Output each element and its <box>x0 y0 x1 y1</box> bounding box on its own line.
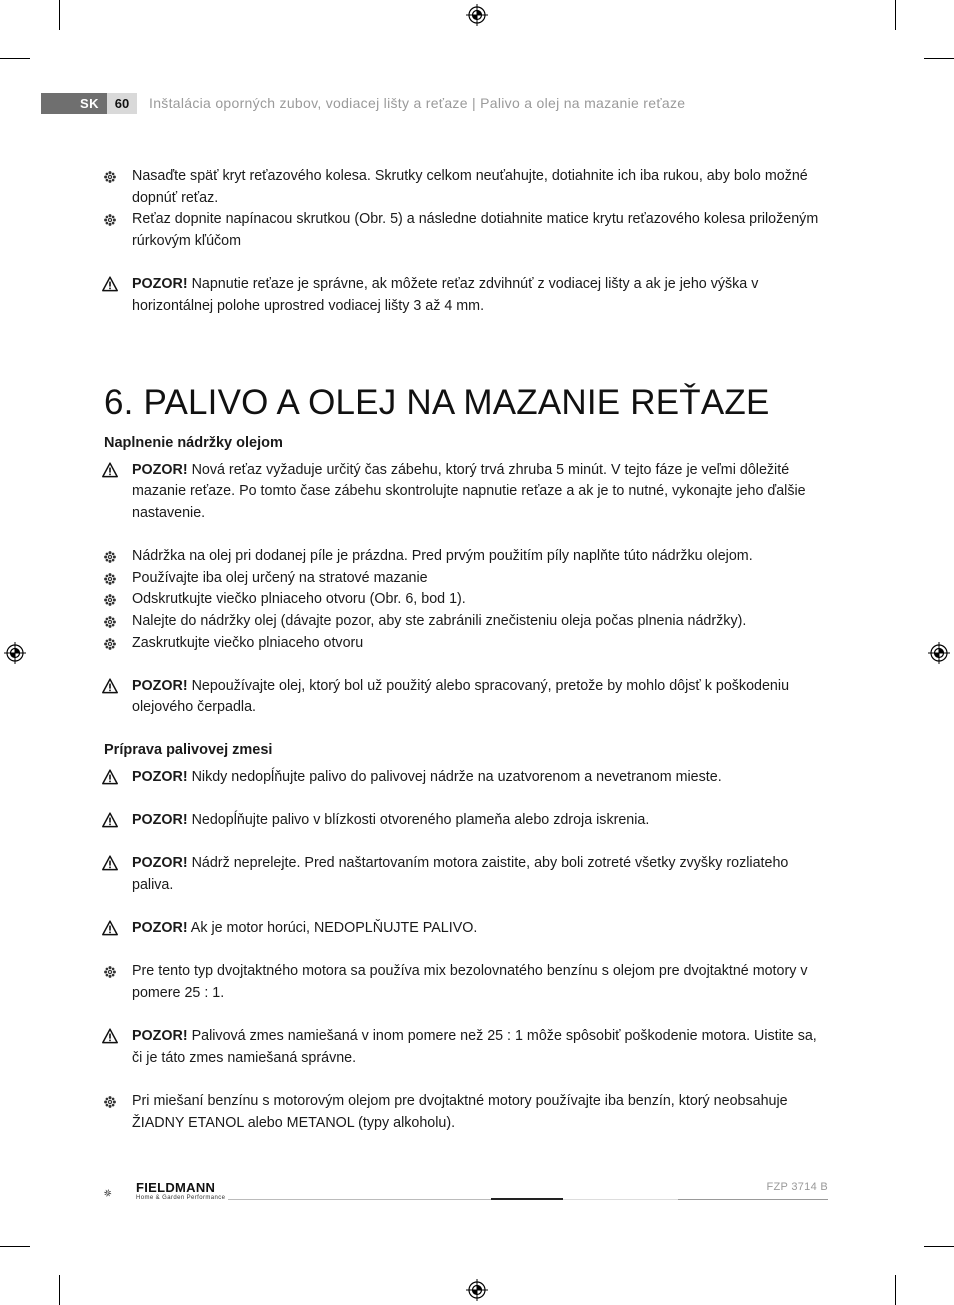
warning-label: POZOR! <box>132 461 188 478</box>
flower-bullet-icon <box>104 1096 116 1108</box>
list-item <box>104 1091 828 1134</box>
bullet-text: Pri miešaní benzínu s motorovým olejom pre dvojtaktné motory používajte iba benzín, ktorý neobsahuje ŽIADNY ETANOL alebo METANOL (typy alkoholu). <box>132 1092 788 1131</box>
flower-bullet-icon <box>104 214 116 226</box>
list-item <box>104 633 828 655</box>
warning-triangle-icon <box>102 812 118 828</box>
warning-label: POZOR! <box>132 677 188 694</box>
bullet-text: Nasaďte späť kryt reťazového kolesa. Skrutky celkom neuťahujte, dotiahnite ich iba rukou, aby bolo možné dopnúť reťaz. <box>132 168 808 206</box>
warning-note <box>104 274 828 317</box>
list-item <box>104 546 828 568</box>
header-title: Inštalácia oporných zubov, vodiacej lišty a reťaze | Palivo a olej na mazanie reťaze <box>149 95 686 111</box>
bullet-text: Nádržka na olej pri dodanej píle je prázdna. Pred prvým použitím píly naplňte túto nádržku olejom. <box>132 548 753 565</box>
warning-triangle-icon <box>102 769 118 785</box>
warning-label: POZOR! <box>132 1028 188 1045</box>
list-item <box>104 209 828 252</box>
flower-bullet-icon <box>104 616 116 628</box>
list-item <box>104 611 828 633</box>
warning-note <box>104 676 828 719</box>
fieldmann-fan-logo-icon <box>104 1177 136 1209</box>
bullet-text: Reťaz dopnite napínacou skrutkou (Obr. 5) a následne dotiahnite matice krytu reťazového kolesa priloženým rúrkovým kľúčom <box>132 211 819 249</box>
registration-mark-icon <box>466 1279 488 1301</box>
registration-mark-icon <box>928 642 950 664</box>
section-title: 6. PALIVO A OLEJ NA MAZANIE REŤAZE <box>104 383 770 423</box>
warning-label: POZOR! <box>132 769 188 786</box>
bullet-text: Pre tento typ dvojtaktného motora sa používa mix bezolovnatého benzínu s olejom pre dvojtaktné motory v pomere 25 : 1. <box>132 963 808 1001</box>
crop-mark <box>924 58 954 59</box>
crop-mark <box>0 1246 30 1247</box>
flower-bullet-icon <box>104 638 116 650</box>
bullet-text: Zaskrutkujte viečko plniaceho otvoru <box>132 634 364 651</box>
warning-label: POZOR! <box>132 920 188 937</box>
subheading: Príprava palivovej zmesi <box>104 742 273 759</box>
crop-mark <box>895 0 896 30</box>
warning-text: Nádrž neprelejte. Pred naštartovaním motora zaistite, aby boli zotreté všetky zvyšky rozliateho paliva. <box>132 855 789 894</box>
warning-note <box>104 1026 828 1069</box>
warning-text: Nová reťaz vyžaduje určitý čas zábehu, ktorý trvá zhruba 5 minút. V tejto fáze je veľmi dôležité mazanie reťaze. Po tomto čase zábehu skontrolujte napnutie reťaze a ak je to nutné, vykonajte jeho ďalšie nastavenie. <box>132 461 806 521</box>
bullet-text: Nalejte do nádržky olej (dávajte pozor, aby ste zabránili znečisteniu oleja počas plnenia nádržky). <box>132 612 747 629</box>
registration-mark-icon <box>4 642 26 664</box>
warning-note <box>104 810 828 832</box>
list-item <box>104 589 828 611</box>
bullet-text: Odskrutkujte viečko plniaceho otvoru (Obr. 6, bod 1). <box>132 591 466 608</box>
warning-triangle-icon <box>102 1028 118 1044</box>
warning-label: POZOR! <box>132 812 188 829</box>
crop-mark <box>895 1275 896 1305</box>
warning-text: Nepoužívajte olej, ktorý bol už použitý alebo spracovaný, pretože by mohlo dôjsť k poškodeniu olejového čerpadla. <box>132 677 790 716</box>
warning-note <box>104 460 828 525</box>
warning-text: Nedopĺňujte palivo v blízkosti otvoreného plameňa alebo zdroja iskrenia. <box>187 812 650 829</box>
warning-note <box>104 767 828 789</box>
registration-mark-icon <box>466 4 488 26</box>
footer-divider-accent <box>491 1198 563 1200</box>
warning-text: Palivová zmes namiešaná v inom pomere než 25 : 1 môže spôsobiť poškodenie motora. Uistite sa, či je táto zmes namiešaná správne. <box>132 1028 817 1066</box>
page-content <box>104 166 828 1134</box>
warning-triangle-icon <box>102 276 118 292</box>
bullet-text: Používajte iba olej určený na stratové mazanie <box>132 569 428 586</box>
header-language: SK <box>80 96 100 111</box>
warning-triangle-icon <box>102 462 118 478</box>
flower-bullet-icon <box>104 594 116 606</box>
warning-triangle-icon <box>102 678 118 694</box>
footer-divider <box>678 1199 828 1200</box>
crop-mark <box>59 1275 60 1305</box>
crop-mark <box>924 1246 954 1247</box>
warning-triangle-icon <box>102 855 118 871</box>
model-number: FZP 3714 B <box>766 1181 828 1193</box>
flower-bullet-icon <box>104 966 116 978</box>
flower-bullet-icon <box>104 171 116 183</box>
warning-note <box>104 918 828 940</box>
list-item <box>104 568 828 590</box>
crop-mark <box>59 0 60 30</box>
warning-label: POZOR! <box>132 275 188 292</box>
flower-bullet-icon <box>104 551 116 563</box>
list-item <box>104 961 828 1004</box>
warning-triangle-icon <box>102 920 118 936</box>
warning-text: Napnutie reťaze je správne, ak môžete reťaz zdvihnúť z vodiacej lišty a ak je jeho výška v horizontálnej polohe uprostred vodiacej lišty 3 až 4 mm. <box>132 275 759 314</box>
warning-note <box>104 853 828 896</box>
page-number: 60 <box>107 93 137 114</box>
brand-name: FIELDMANN <box>136 1180 216 1195</box>
footer-divider <box>228 1199 491 1200</box>
warning-text: Ak je motor horúci, NEDOPLŇUJTE PALIVO. <box>187 920 478 937</box>
subheading: Naplnenie nádržky olejom <box>104 435 283 452</box>
brand-tagline: Home & Garden Performance <box>136 1195 226 1201</box>
list-item <box>104 166 828 209</box>
warning-label: POZOR! <box>132 855 188 872</box>
crop-mark <box>0 58 30 59</box>
flower-bullet-icon <box>104 573 116 585</box>
warning-text: Nikdy nedopĺňujte palivo do palivovej nádrže na uzatvorenom a nevetranom mieste. <box>187 769 722 786</box>
